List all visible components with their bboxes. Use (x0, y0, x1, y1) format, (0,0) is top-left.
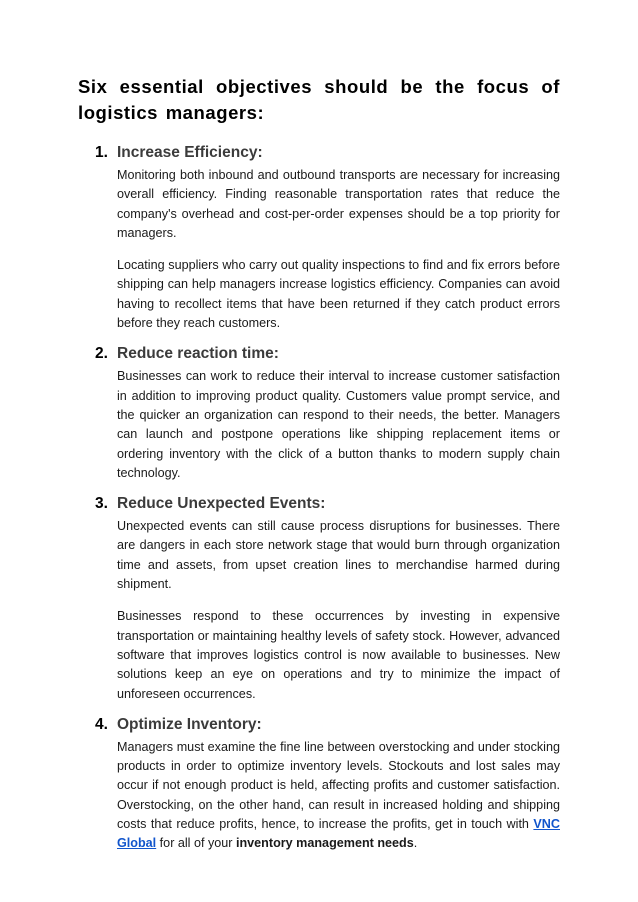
paragraph-text: . (413, 836, 418, 851)
section-paragraph: Locating suppliers who carry out quality inspections to find and fix errors before shipping can help managers increase logistics efficiency. Companies can avoid having to recollect items that have been returned if they catch product errors before they reach customers. (117, 258, 560, 331)
section-number: 1. (95, 144, 108, 161)
section-title: Reduce Unexpected Events: (117, 495, 326, 513)
section-heading (78, 493, 560, 514)
section-paragraph: Businesses respond to these occurrences by investing in expensive transportation or maintaining healthy levels of safety stock. However, advanced software that improves logistics control is now available to businesses. New solutions keep an eye on operations and try to minimize the impact of unforeseen occurrences. (117, 609, 560, 701)
section-paragraph: Monitoring both inbound and outbound transports are necessary for increasing overall efficiency. Finding reasonable transportation rates that reduce the company's overhead and cost-per-order expenses should be a top priority for managers. (117, 168, 560, 240)
section-increase-efficiency (78, 142, 560, 333)
section-heading (78, 142, 560, 163)
section-optimize-inventory (78, 714, 560, 854)
section-title: Optimize Inventory: (117, 715, 262, 733)
paragraph-text: Managers must examine the fine line between overstocking and under stocking products in order to optimize inventory levels. Stockouts and lost sales may occur if not enough product is held, affecting profits and customer satisfaction. Overstocking, on the other hand, can result in increased holding and shipping costs that reduce profits, hence, to increase the profits, get in touch with (117, 739, 560, 832)
section-number: 4. (95, 715, 108, 733)
section-reduce-reaction-time (78, 343, 560, 483)
document-title: Six essential objectives should be the focus of logistics managers: (78, 76, 560, 123)
section-title: Increase Efficiency: (117, 144, 263, 161)
section-paragraph: Unexpected events can still cause process disruptions for businesses. There are dangers in each store network stage that would burn through organization time and assets, from upset creation lines to merchandise harmed during shipment. (117, 519, 560, 592)
section-number: 2. (95, 345, 108, 363)
vnc-global-link[interactable]: VNC Global (117, 817, 560, 851)
section-heading (78, 714, 560, 735)
paragraph-text: for all of your (156, 836, 236, 851)
section-paragraph (117, 738, 560, 854)
section-number: 3. (95, 495, 108, 513)
section-heading (78, 343, 560, 364)
section-title: Reduce reaction time: (117, 345, 279, 363)
section-reduce-unexpected-events (78, 493, 560, 704)
inventory-management-needs-text: inventory management needs (235, 836, 414, 851)
section-paragraph: Businesses can work to reduce their interval to increase customer satisfaction in addition to improving product quality. Customers value prompt service, and the quicker an organization can respond to their needs, the better. Managers can launch and postpone operations like shipping replacement items or ordering inventory with the click of a button thanks to modern supply chain technology. (117, 369, 560, 480)
